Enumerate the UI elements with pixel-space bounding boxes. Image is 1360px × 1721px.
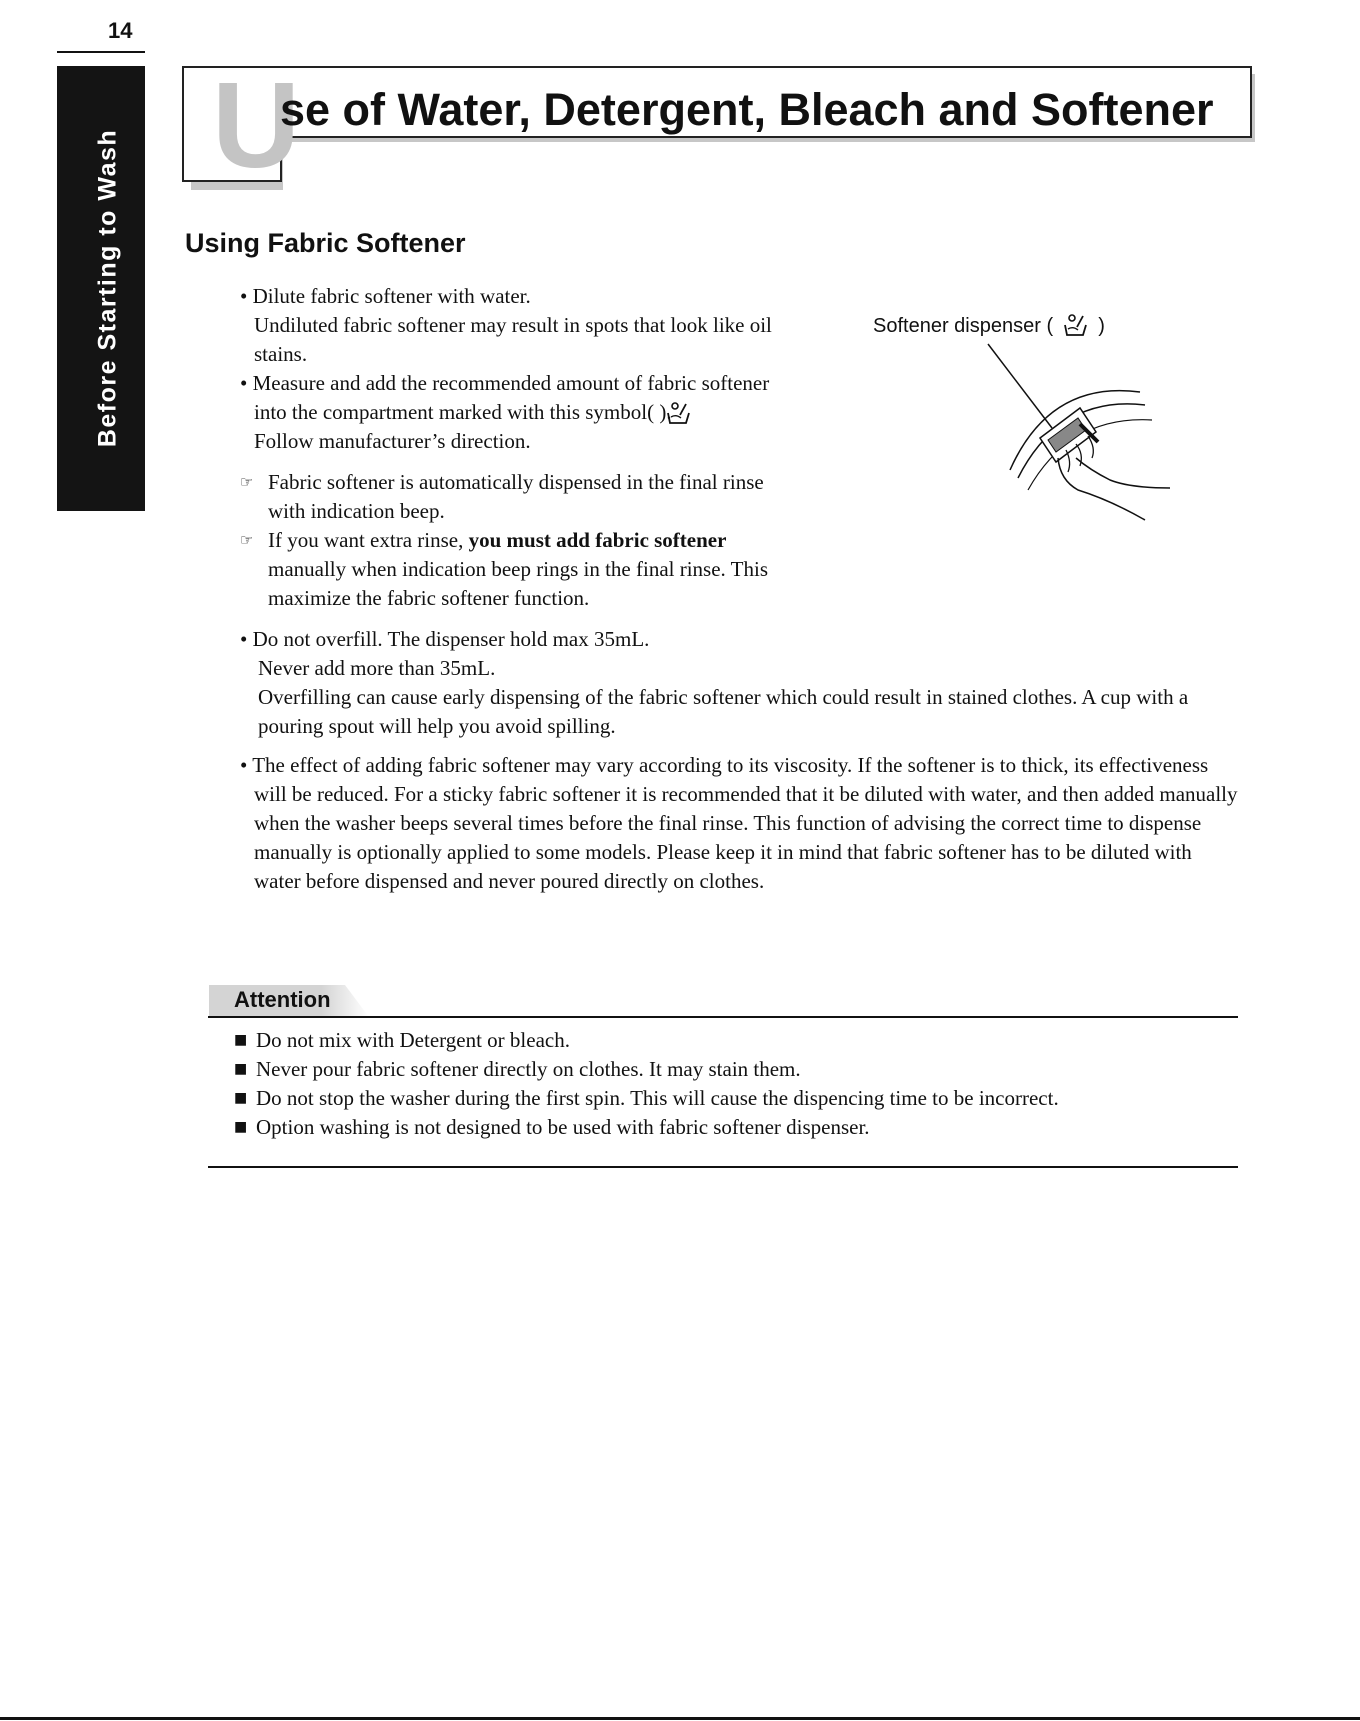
square-bullet-icon: ■ — [234, 1119, 248, 1135]
viscosity-body: will be reduced. For a sticky fabric softener it is recommended that it be diluted with water, and then added manually when the washer beeps several times before the final rinse. This function of advising the correct time to dispense manually is optionally applied to some models. Please keep it in mind that fabric softener has to be diluted with water before dispensed and never poured directly on clothes. — [254, 782, 1238, 893]
side-tab-label: Before Starting to Wash — [93, 128, 122, 448]
note-body: Fabric softener is automatically dispensed in the final rinse with indication beep. — [268, 470, 764, 523]
bottom-rule — [0, 1717, 1360, 1720]
square-bullet-icon: ■ — [234, 1061, 248, 1077]
bullet-line-text: into the compartment marked with this symbol( ). — [254, 400, 672, 424]
note-text: manually when indication beep rings in the final rinse. This maximize the fabric softener function. — [268, 557, 769, 610]
figure-caption-close: ) — [1098, 315, 1105, 337]
list-item — [234, 1055, 1234, 1084]
viscosity-block — [240, 751, 1240, 896]
bullet-lead: • Measure and add the recommended amount of fabric softener — [240, 371, 770, 395]
softener-symbol-icon — [666, 401, 692, 425]
note-text: If you want extra rinse, — [268, 528, 469, 552]
attention-label: Attention — [234, 987, 331, 1012]
list-item — [234, 1026, 1234, 1055]
softener-dispenser-illustration — [980, 340, 1180, 530]
square-bullet-icon: ■ — [234, 1032, 248, 1048]
attention-rule-bottom — [208, 1166, 1238, 1168]
figure-caption-text: Softener dispenser ( — [873, 315, 1054, 337]
page-title: se of Water, Detergent, Bleach and Softener — [280, 84, 1214, 135]
list-item-text: Option washing is not designed to be used with fabric softener dispenser. — [256, 1115, 870, 1139]
page-number-rule — [57, 51, 145, 53]
square-bullet-icon: ■ — [234, 1090, 248, 1106]
bullet-block — [240, 282, 800, 456]
list-item-text: Do not mix with Detergent or bleach. — [256, 1028, 570, 1052]
pointer-icon: ☞ — [240, 473, 254, 491]
bullet-line: Undiluted fabric softener may result in spots that look like oil — [254, 313, 772, 337]
overfill-block — [240, 625, 1230, 741]
overfill-line: Overfilling can cause early dispensing of the fabric softener which could result in stained clothes. A cup with a pouring spout will help you avoid spilling. — [258, 685, 1189, 738]
list-item-text: Never pour fabric softener directly on clothes. It may stain them. — [256, 1057, 801, 1081]
note-emphasis: you must add fabric softener — [468, 528, 727, 552]
pointer-icon: ☞ — [240, 531, 254, 549]
attention-rule-top — [208, 1016, 1238, 1018]
list-item-text: Do not stop the washer during the first spin. This will cause the dispencing time to be incorrect. — [256, 1086, 1059, 1110]
note-body — [268, 526, 800, 613]
section-heading: Using Fabric Softener — [185, 228, 466, 258]
note-line — [240, 468, 800, 526]
title-initial: U — [212, 57, 301, 193]
overfill-line: Never add more than 35mL. — [258, 656, 496, 680]
bullet-lead: • Dilute fabric softener with water. — [240, 284, 531, 308]
note-line — [240, 526, 800, 613]
bullet-line: stains. — [254, 342, 308, 366]
page-number: 14 — [108, 18, 133, 43]
figure-caption — [873, 313, 1105, 338]
softener-symbol-icon — [1063, 313, 1089, 337]
viscosity-lead: • The effect of adding fabric softener may vary according to its viscosity. If the softener is to thick, its effectiveness — [240, 753, 1209, 777]
bullet-line: Follow manufacturer’s direction. — [254, 429, 531, 453]
overfill-lead: • Do not overfill. The dispenser hold max 35mL. — [240, 627, 650, 651]
list-item — [234, 1113, 1234, 1142]
list-item — [234, 1084, 1234, 1113]
note-block — [240, 468, 800, 613]
bullet-line — [240, 398, 800, 427]
attention-list — [234, 1026, 1234, 1142]
